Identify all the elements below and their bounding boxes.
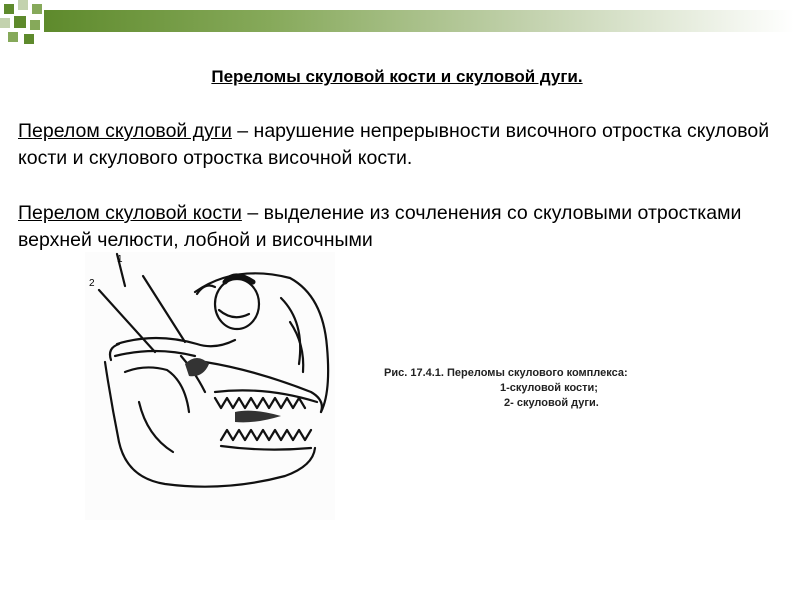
term-zygomatic-bone-fracture: Перелом скуловой кости [18,202,242,224]
caption-item-1: 1-скуловой кости; [500,382,598,394]
term-zygomatic-arch-fracture: Перелом скуловой дуги [18,120,232,142]
figure-label-1: 1 [117,254,123,265]
paragraph-zygomatic-arch [18,118,788,172]
figure-label-2: 2 [89,278,95,289]
definition-zygomatic-arch: – нарушение непрерывности височного отростка скуловой кости и скулового отростка височной кости. [18,120,770,169]
skull-drawing [85,252,335,520]
caption-item-2: 2- скуловой дуги. [504,397,599,409]
figure-caption [378,366,708,411]
paragraph-zygomatic-bone [18,200,788,254]
header-gradient-band [44,10,794,32]
definition-zygomatic-bone: – выделение из сочленения со скуловыми отростками верхней челюсти, лобной и височными [18,202,742,251]
page-title: Переломы скуловой кости и скуловой дуги. [211,67,583,86]
skull-fracture-illustration [85,252,335,520]
caption-title: Рис. 17.4.1. Переломы скулового комплекса: [384,367,628,379]
